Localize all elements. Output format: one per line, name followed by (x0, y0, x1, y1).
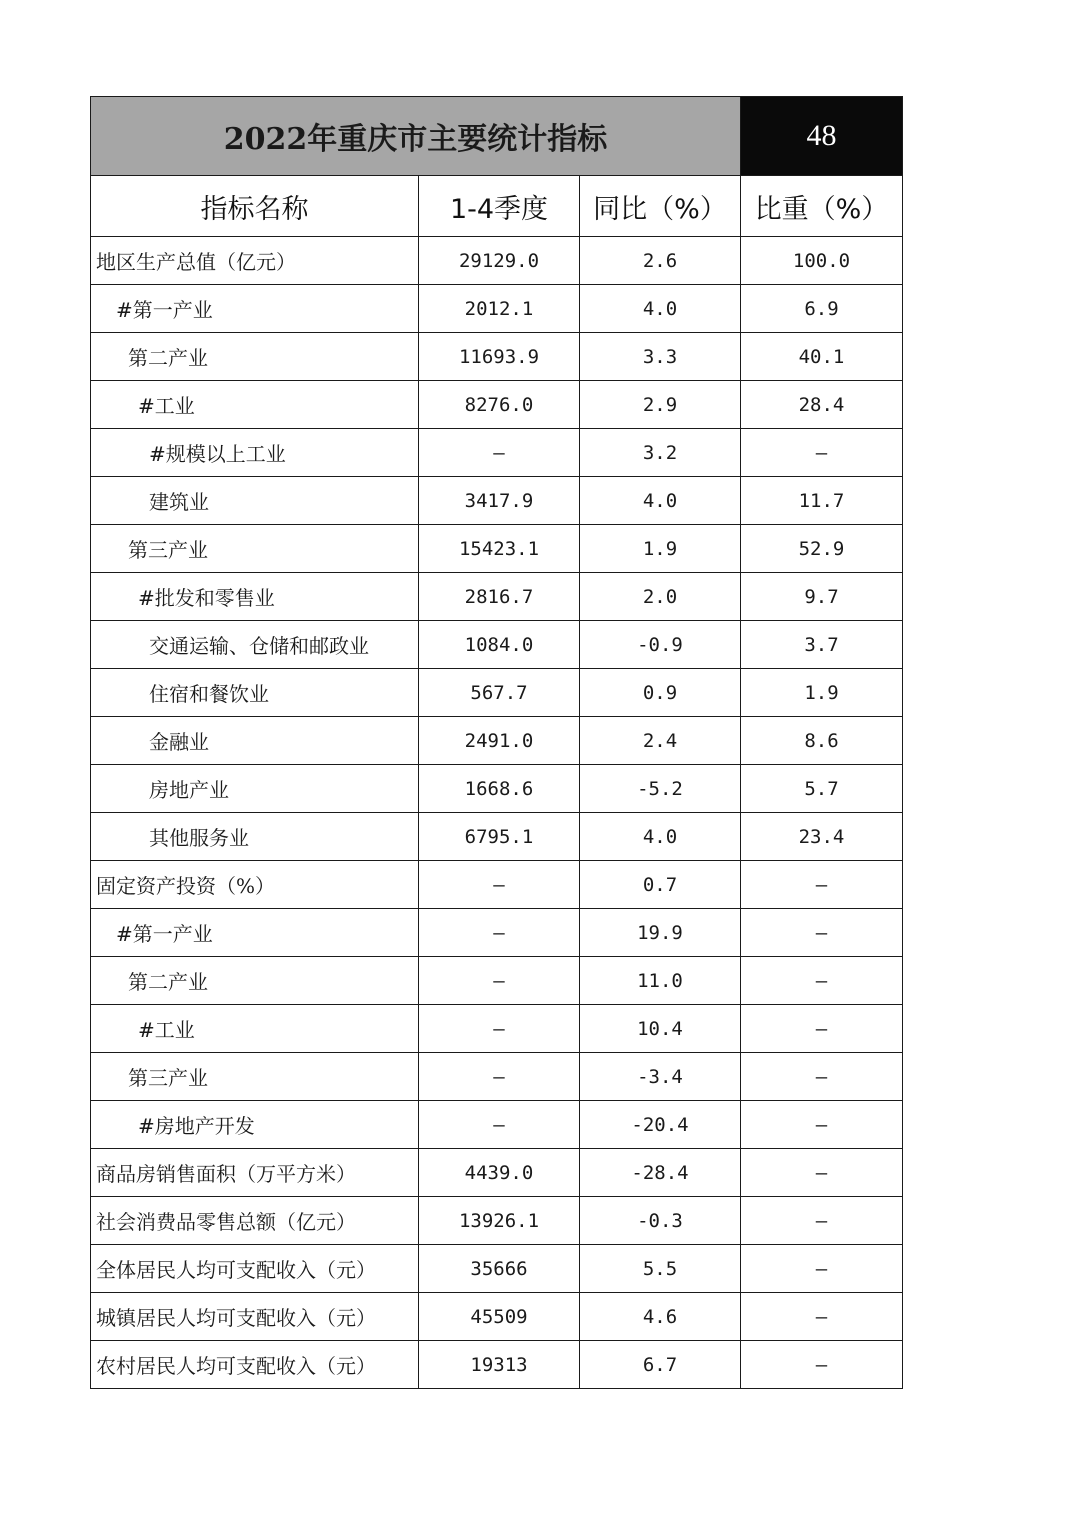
share-value-cell: 3.7 (741, 621, 903, 669)
table-row (91, 1053, 903, 1101)
period-value-cell: — (419, 957, 580, 1005)
yoy-value-cell: -28.4 (580, 1149, 741, 1197)
indicator-name-cell: #批发和零售业 (91, 573, 419, 621)
header-indicator-name: 指标名称 (91, 176, 419, 237)
table-row (91, 669, 903, 717)
indicator-name-cell: 社会消费品零售总额（亿元） (91, 1197, 419, 1245)
table-row (91, 1245, 903, 1293)
page-number: 48 (741, 97, 903, 176)
table-body (91, 97, 903, 1389)
share-value-cell: — (741, 1005, 903, 1053)
period-value-cell: 4439.0 (419, 1149, 580, 1197)
indicator-name-cell: 全体居民人均可支配收入（元） (91, 1245, 419, 1293)
yoy-value-cell: 3.2 (580, 429, 741, 477)
indicator-name-cell: 第三产业 (91, 525, 419, 573)
period-value-cell: 35666 (419, 1245, 580, 1293)
period-value-cell: 2012.1 (419, 285, 580, 333)
indicator-name-cell: #第一产业 (91, 909, 419, 957)
table-row (91, 381, 903, 429)
yoy-value-cell: 11.0 (580, 957, 741, 1005)
share-value-cell: — (741, 429, 903, 477)
indicator-name-cell: 房地产业 (91, 765, 419, 813)
yoy-value-cell: 2.6 (580, 237, 741, 285)
indicator-name-cell: #工业 (91, 381, 419, 429)
indicator-name-cell: 地区生产总值（亿元） (91, 237, 419, 285)
period-value-cell: 8276.0 (419, 381, 580, 429)
share-value-cell: 100.0 (741, 237, 903, 285)
yoy-value-cell: -3.4 (580, 1053, 741, 1101)
period-value-cell: — (419, 1101, 580, 1149)
share-value-cell: 52.9 (741, 525, 903, 573)
indicator-name-cell: 金融业 (91, 717, 419, 765)
yoy-value-cell: 3.3 (580, 333, 741, 381)
share-value-cell: — (741, 909, 903, 957)
yoy-value-cell: 4.6 (580, 1293, 741, 1341)
table-row (91, 285, 903, 333)
indicator-name-cell: 第三产业 (91, 1053, 419, 1101)
yoy-value-cell: -20.4 (580, 1101, 741, 1149)
table-row (91, 1293, 903, 1341)
indicator-name-cell: 建筑业 (91, 477, 419, 525)
share-value-cell: — (741, 1293, 903, 1341)
yoy-value-cell: 0.9 (580, 669, 741, 717)
share-value-cell: 40.1 (741, 333, 903, 381)
share-value-cell: 9.7 (741, 573, 903, 621)
share-value-cell: — (741, 1101, 903, 1149)
period-value-cell: 13926.1 (419, 1197, 580, 1245)
title-row (91, 97, 903, 176)
period-value-cell: 11693.9 (419, 333, 580, 381)
period-value-cell: — (419, 1053, 580, 1101)
period-value-cell: — (419, 429, 580, 477)
table-title: 2022年重庆市主要统计指标 (91, 97, 741, 176)
indicator-name-cell: 第二产业 (91, 333, 419, 381)
share-value-cell: — (741, 861, 903, 909)
table-row (91, 621, 903, 669)
share-value-cell: 28.4 (741, 381, 903, 429)
period-value-cell: 567.7 (419, 669, 580, 717)
table-row (91, 525, 903, 573)
share-value-cell: 1.9 (741, 669, 903, 717)
indicator-name-cell: 城镇居民人均可支配收入（元） (91, 1293, 419, 1341)
table-row (91, 957, 903, 1005)
yoy-value-cell: 6.7 (580, 1341, 741, 1389)
table-row (91, 765, 903, 813)
table-row (91, 861, 903, 909)
share-value-cell: — (741, 1341, 903, 1389)
indicator-name-cell: 农村居民人均可支配收入（元） (91, 1341, 419, 1389)
indicator-name-cell: 住宿和餐饮业 (91, 669, 419, 717)
yoy-value-cell: -5.2 (580, 765, 741, 813)
table-row (91, 909, 903, 957)
table-row (91, 1341, 903, 1389)
header-yoy: 同比（%） (580, 176, 741, 237)
indicator-name-cell: #规模以上工业 (91, 429, 419, 477)
yoy-value-cell: 2.9 (580, 381, 741, 429)
indicator-name-cell: #第一产业 (91, 285, 419, 333)
share-value-cell: 23.4 (741, 813, 903, 861)
indicator-name-cell: 第二产业 (91, 957, 419, 1005)
yoy-value-cell: 4.0 (580, 813, 741, 861)
period-value-cell: 6795.1 (419, 813, 580, 861)
share-value-cell: 6.9 (741, 285, 903, 333)
table-row (91, 573, 903, 621)
table-row (91, 813, 903, 861)
header-row (91, 176, 903, 237)
period-value-cell: — (419, 909, 580, 957)
period-value-cell: — (419, 861, 580, 909)
share-value-cell: — (741, 1197, 903, 1245)
yoy-value-cell: 0.7 (580, 861, 741, 909)
share-value-cell: 8.6 (741, 717, 903, 765)
indicator-name-cell: #房地产开发 (91, 1101, 419, 1149)
period-value-cell: 3417.9 (419, 477, 580, 525)
share-value-cell: 11.7 (741, 477, 903, 525)
table-row (91, 1101, 903, 1149)
period-value-cell: — (419, 1005, 580, 1053)
indicator-name-cell: 固定资产投资（%） (91, 861, 419, 909)
yoy-value-cell: 2.4 (580, 717, 741, 765)
table-row (91, 429, 903, 477)
indicator-name-cell: #工业 (91, 1005, 419, 1053)
table-row (91, 237, 903, 285)
header-share: 比重（%） (741, 176, 903, 237)
yoy-value-cell: -0.3 (580, 1197, 741, 1245)
period-value-cell: 1084.0 (419, 621, 580, 669)
yoy-value-cell: 4.0 (580, 477, 741, 525)
table-row (91, 1005, 903, 1053)
share-value-cell: — (741, 1053, 903, 1101)
period-value-cell: 15423.1 (419, 525, 580, 573)
table-row (91, 717, 903, 765)
period-value-cell: 29129.0 (419, 237, 580, 285)
yoy-value-cell: 1.9 (580, 525, 741, 573)
header-period: 1-4季度 (419, 176, 580, 237)
share-value-cell: 5.7 (741, 765, 903, 813)
table-row (91, 477, 903, 525)
indicator-name-cell: 交通运输、仓储和邮政业 (91, 621, 419, 669)
table-row (91, 1149, 903, 1197)
yoy-value-cell: 10.4 (580, 1005, 741, 1053)
period-value-cell: 2491.0 (419, 717, 580, 765)
yoy-value-cell: 2.0 (580, 573, 741, 621)
share-value-cell: — (741, 1245, 903, 1293)
yoy-value-cell: 19.9 (580, 909, 741, 957)
period-value-cell: 45509 (419, 1293, 580, 1341)
yoy-value-cell: 5.5 (580, 1245, 741, 1293)
period-value-cell: 19313 (419, 1341, 580, 1389)
yoy-value-cell: -0.9 (580, 621, 741, 669)
table-row (91, 333, 903, 381)
share-value-cell: — (741, 1149, 903, 1197)
share-value-cell: — (741, 957, 903, 1005)
statistics-table (90, 96, 903, 1389)
indicator-name-cell: 其他服务业 (91, 813, 419, 861)
period-value-cell: 1668.6 (419, 765, 580, 813)
table-row (91, 1197, 903, 1245)
indicator-name-cell: 商品房销售面积（万平方米） (91, 1149, 419, 1197)
period-value-cell: 2816.7 (419, 573, 580, 621)
yoy-value-cell: 4.0 (580, 285, 741, 333)
